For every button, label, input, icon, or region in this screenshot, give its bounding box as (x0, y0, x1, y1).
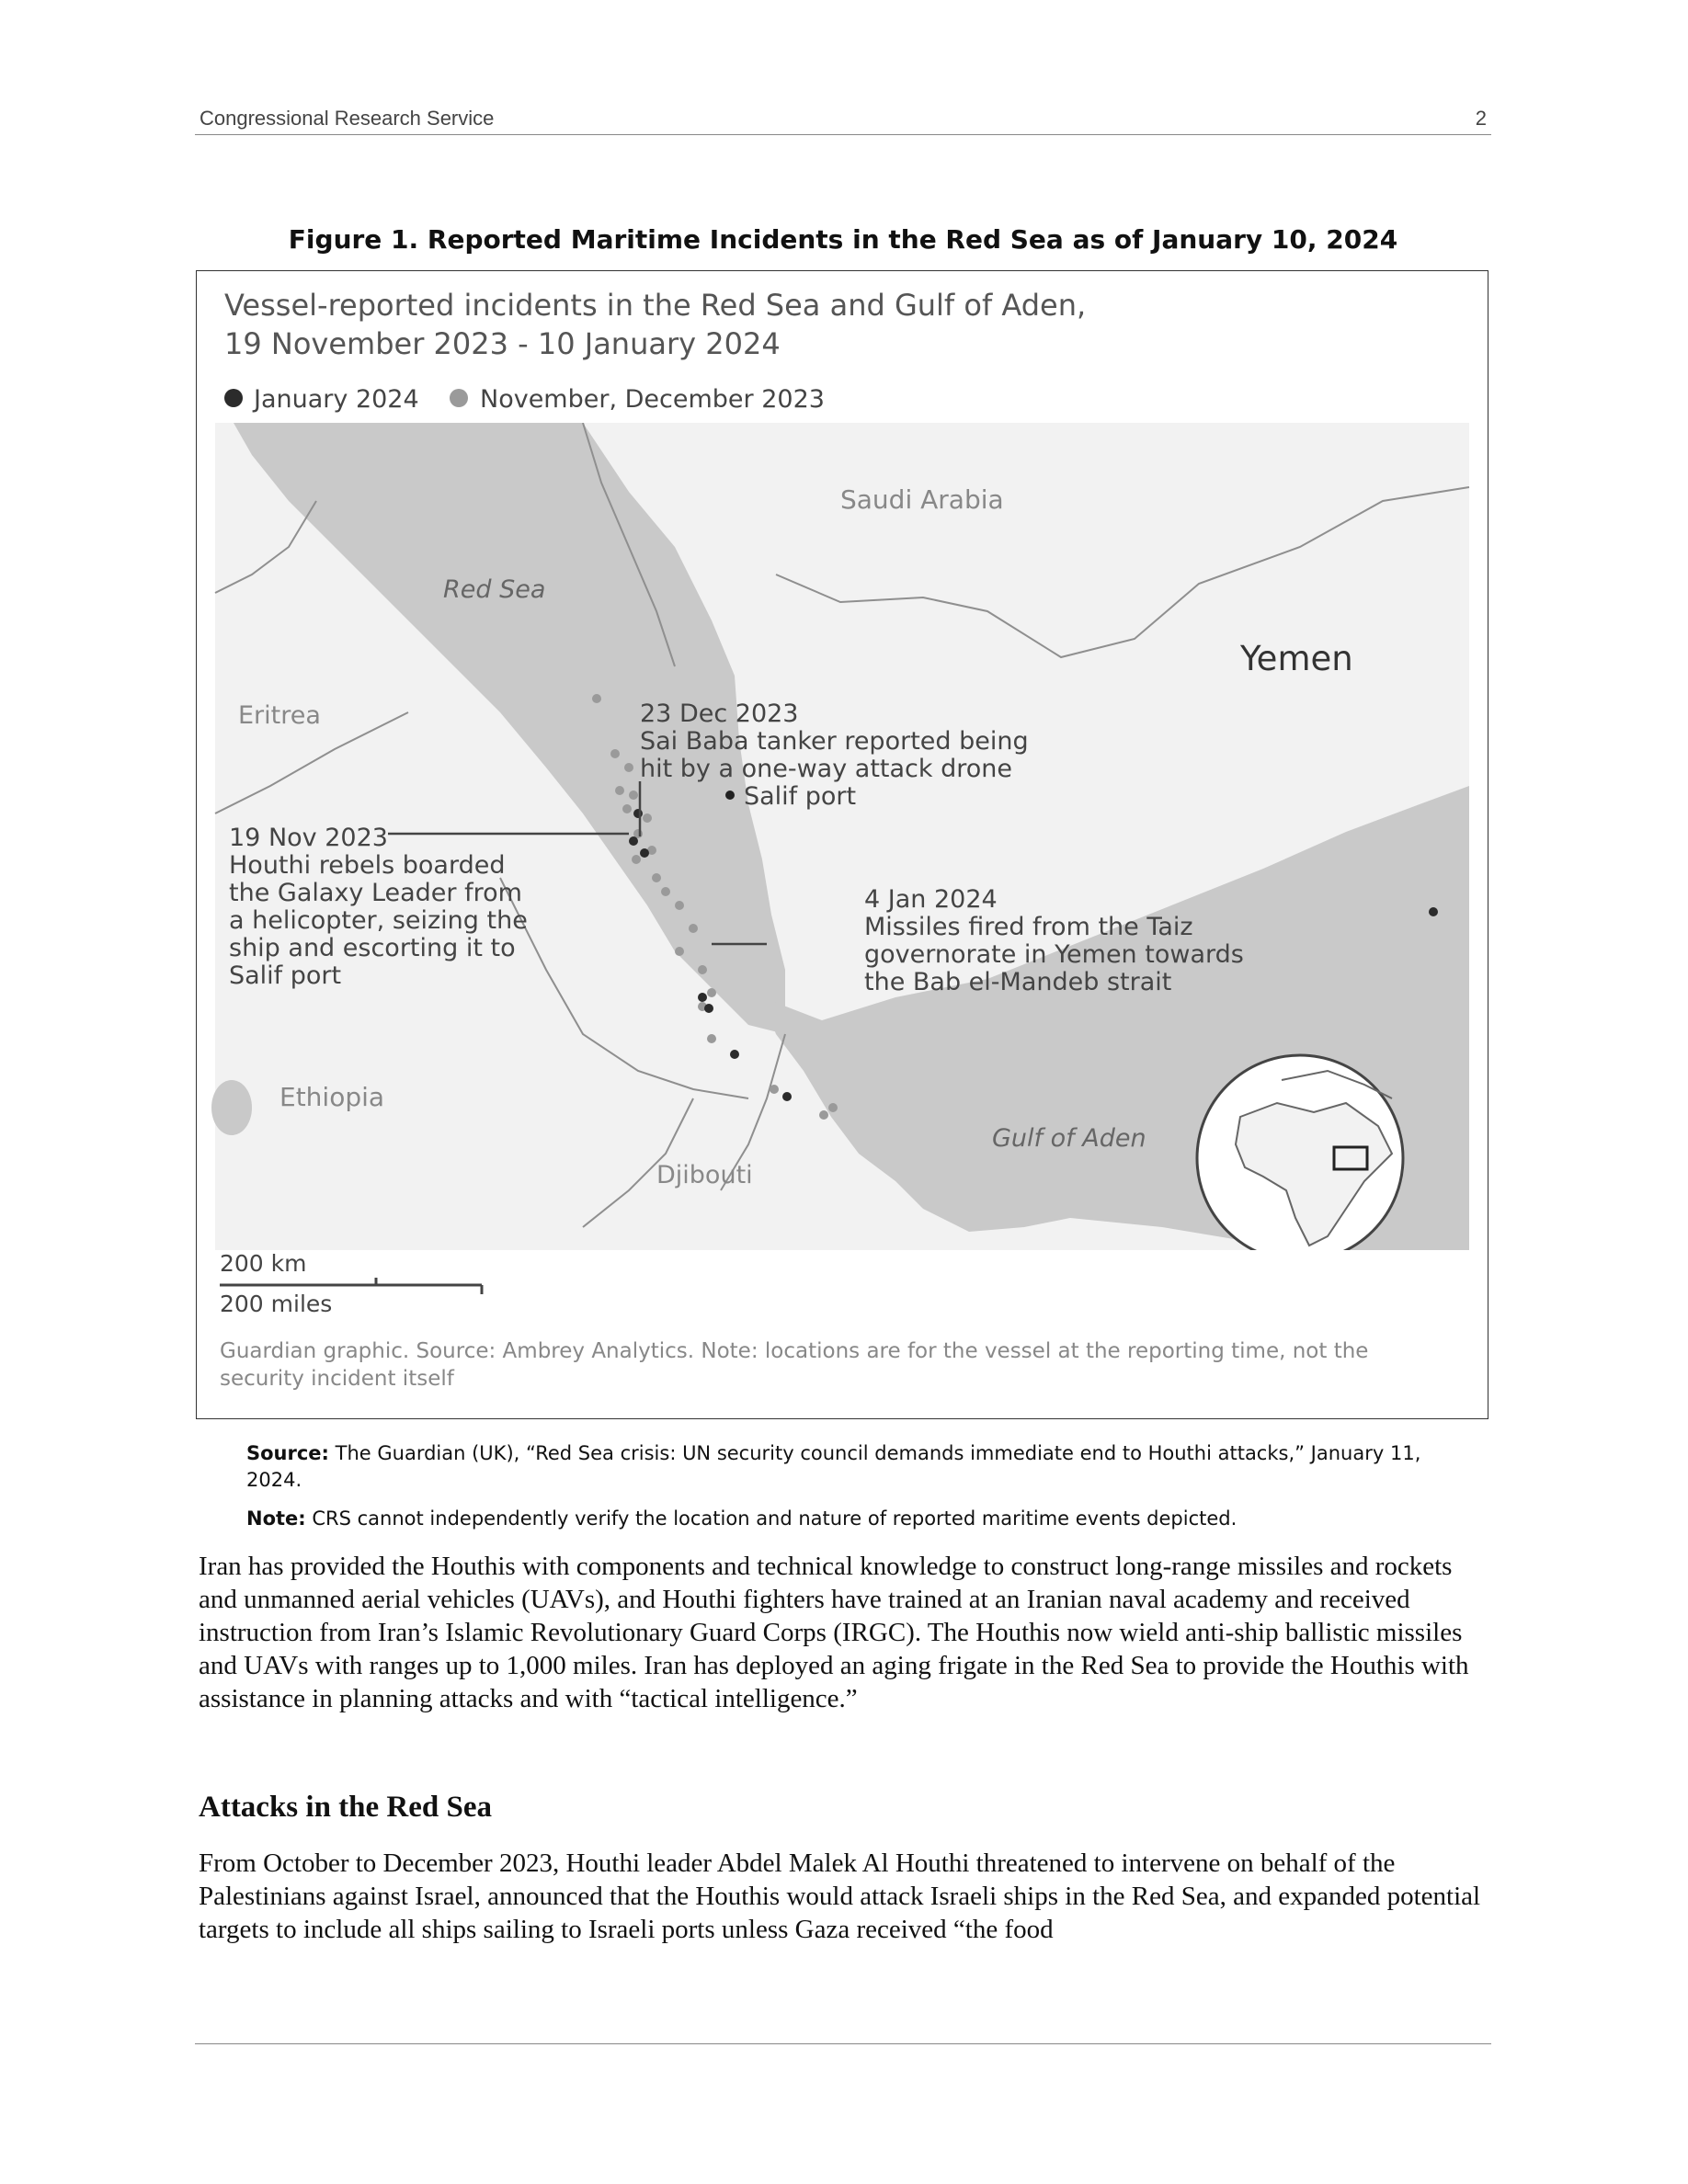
body-paragraph-2: From October to December 2023, Houthi leader Abdel Malek Al Houthi threatened to intervene on behalf of the Palestinians against Israel, announced that the Houthis would attack Israeli ships in the Red Sea, and expanded potential targets to include all ships sailing to Israeli ports unless Gaza received “the food (199, 1848, 1481, 1944)
figure-source (246, 1440, 1478, 1494)
annotation-nov19-line1: Houthi rebels boarded (229, 851, 506, 880)
incident-dot (828, 1103, 838, 1112)
globe-inset (1197, 1055, 1403, 1261)
incident-dot (770, 1085, 779, 1094)
incident-dot (698, 965, 707, 974)
incident-dot (640, 848, 649, 858)
running-header-org: Congressional Research Service (200, 107, 495, 130)
figure-note (246, 1506, 1478, 1532)
annotation-nov19-line3: a helicopter, seizing the (229, 906, 528, 935)
annotation-nov19-date: 19 Nov 2023 (229, 824, 388, 852)
incident-dot (661, 887, 670, 896)
scale-km-label: 200 km (220, 1250, 307, 1277)
label-djibouti: Djibouti (656, 1161, 753, 1189)
annotation-jan4-line1: Missiles fired from the Taiz (864, 913, 1193, 941)
incident-dot (643, 813, 652, 823)
body-paragraph-1: Iran has provided the Houthis with components and technical knowledge to construct long-range missiles and rockets and unmanned aerial vehicles (UAVs), and Houthi fighters have trained at an Iranian naval academy and received instruction from Iran’s Islamic Revolutionary Guard Corps (IRGC). The Houthis now wield anti-ship ballistic missiles and UAVs with ranges up to 1,000 miles. Iran has deployed an aging frigate in the Red Sea to provide the Houthis with assistance in planning attacks and with “tactical intelligence.” (199, 1552, 1469, 1713)
map-credit-line2: security incident itself (220, 1367, 454, 1391)
label-saudi-arabia: Saudi Arabia (840, 484, 1004, 515)
section-heading: Attacks in the Red Sea (199, 1791, 492, 1824)
legend-label-january-2024: January 2024 (254, 385, 419, 414)
incident-dot (675, 947, 684, 956)
incident-dot (592, 694, 601, 703)
label-yemen: Yemen (1240, 639, 1353, 678)
source-label: Source: (246, 1442, 329, 1464)
incident-dot (624, 763, 633, 772)
header-rule (195, 134, 1491, 135)
figure-map-frame (196, 270, 1488, 1419)
annotation-nov19-line4: ship and escorting it to (229, 934, 516, 962)
incident-dot (615, 786, 624, 795)
incident-dot (707, 1034, 716, 1043)
label-salif-port: Salif port (744, 782, 857, 811)
map-credit-line1: Guardian graphic. Source: Ambrey Analytics. Note: locations are for the vessel at the reporting time, not the (220, 1339, 1369, 1363)
incident-dot (698, 993, 707, 1002)
annotation-nov19-line2: the Galaxy Leader from (229, 879, 522, 907)
map-title-line1: Vessel-reported incidents in the Red Sea and Gulf of Aden, (224, 288, 1087, 323)
footer-rule (195, 2043, 1491, 2044)
figure-caption: Figure 1. Reported Maritime Incidents in the Red Sea as of January 10, 2024 (288, 224, 1398, 255)
label-eritrea: Eritrea (238, 701, 321, 730)
incident-dot (633, 809, 643, 818)
incident-dot (819, 1110, 828, 1120)
incident-dot (689, 924, 698, 933)
incident-dot (730, 1050, 739, 1059)
annotation-dec23-line2: hit by a one-way attack drone (640, 755, 1012, 783)
note-label: Note: (246, 1507, 306, 1530)
note-text: CRS cannot independently verify the location and nature of reported maritime events depicted. (312, 1507, 1237, 1530)
incident-dot (629, 791, 638, 800)
incident-dot (782, 1092, 792, 1101)
source-text: The Guardian (UK), “Red Sea crisis: UN security council demands immediate end to Houthi attacks,” January 11, 2024. (246, 1442, 1421, 1491)
annotation-jan4-line3: the Bab el-Mandeb strait (864, 968, 1172, 996)
salif-port-marker (725, 791, 735, 800)
incident-dot (652, 873, 661, 882)
page-number: 2 (1475, 107, 1487, 130)
incident-dot (1429, 907, 1438, 916)
map-graphic (197, 271, 1488, 1418)
incident-dot (610, 749, 620, 758)
annotation-jan4-line2: governorate in Yemen towards (864, 940, 1244, 969)
incident-dot (632, 855, 641, 864)
legend-label-nov-dec-2023: November, December 2023 (480, 385, 825, 414)
annotation-dec23-line1: Sai Baba tanker reported being (640, 727, 1029, 756)
label-ethiopia: Ethiopia (279, 1082, 385, 1112)
label-red-sea: Red Sea (443, 575, 546, 604)
map-title-line2: 19 November 2023 - 10 January 2024 (224, 326, 781, 361)
incident-dot (704, 1004, 713, 1013)
incident-dot (622, 804, 632, 813)
incident-dot (675, 901, 684, 910)
legend-swatch-nov-dec-2023 (450, 389, 468, 407)
legend-swatch-january-2024 (224, 389, 243, 407)
scale-miles-label: 200 miles (220, 1291, 333, 1317)
annotation-dec23-date: 23 Dec 2023 (640, 700, 799, 728)
label-gulf-of-aden: Gulf of Aden (992, 1124, 1146, 1153)
lake-shape (211, 1080, 252, 1135)
annotation-jan4-date: 4 Jan 2024 (864, 885, 998, 914)
incident-dot (629, 836, 638, 846)
map-footer-band (197, 1250, 1488, 1418)
annotation-nov19-line5: Salif port (229, 961, 342, 990)
incident-dot (707, 988, 716, 997)
